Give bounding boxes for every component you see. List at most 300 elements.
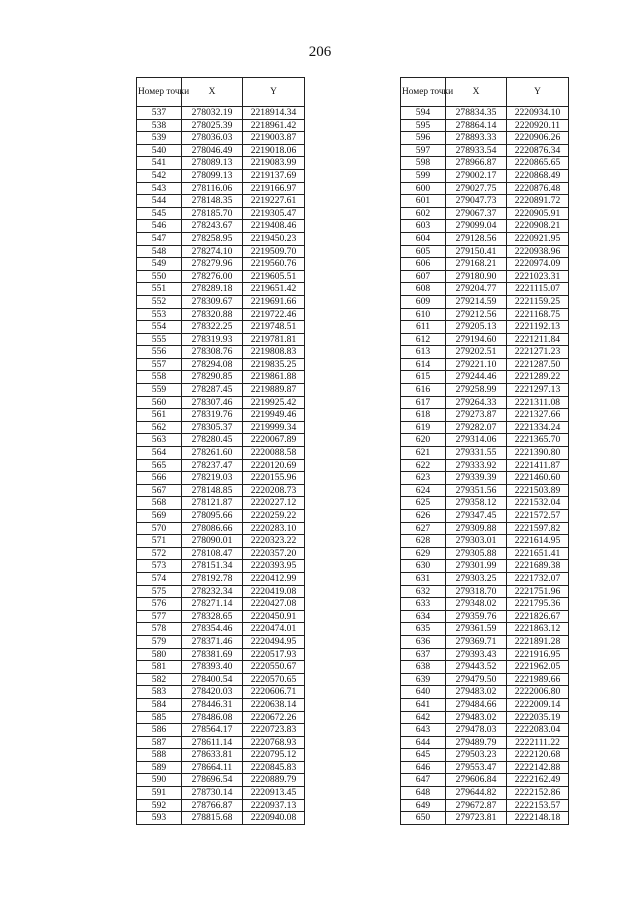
table-row xyxy=(137,195,305,208)
cell-x: 278287.45 xyxy=(182,384,243,397)
cell-point-number: 624 xyxy=(401,484,446,497)
cell-point-number: 573 xyxy=(137,560,182,573)
cell-y: 2220768.93 xyxy=(243,736,305,749)
cell-y: 2221168.75 xyxy=(507,308,569,321)
cell-x: 278893.33 xyxy=(446,132,507,145)
cell-x: 278095.66 xyxy=(182,510,243,523)
cell-x: 279314.06 xyxy=(446,434,507,447)
cell-y: 2221311.08 xyxy=(507,396,569,409)
cell-point-number: 586 xyxy=(137,724,182,737)
cell-point-number: 543 xyxy=(137,182,182,195)
table-row xyxy=(401,472,569,485)
cell-x: 279305.88 xyxy=(446,547,507,560)
cell-x: 279351.56 xyxy=(446,484,507,497)
cell-y: 2221614.95 xyxy=(507,535,569,548)
table-row xyxy=(401,598,569,611)
cell-point-number: 565 xyxy=(137,459,182,472)
cell-x: 279264.33 xyxy=(446,396,507,409)
cell-point-number: 596 xyxy=(401,132,446,145)
cell-y: 2221916.95 xyxy=(507,648,569,661)
table-row xyxy=(401,283,569,296)
table-row xyxy=(137,270,305,283)
cell-point-number: 537 xyxy=(137,107,182,120)
cell-y: 2219083.99 xyxy=(243,157,305,170)
table-row xyxy=(137,308,305,321)
cell-point-number: 549 xyxy=(137,258,182,271)
cell-y: 2220938.96 xyxy=(507,245,569,258)
table-row xyxy=(137,749,305,762)
table-row xyxy=(401,371,569,384)
table-row xyxy=(401,384,569,397)
cell-x: 278420.03 xyxy=(182,686,243,699)
cell-y: 2220913.45 xyxy=(243,787,305,800)
cell-y: 2222111.22 xyxy=(507,736,569,749)
table-row xyxy=(137,572,305,585)
cell-x: 279479.50 xyxy=(446,673,507,686)
cell-x: 278305.37 xyxy=(182,421,243,434)
cell-point-number: 585 xyxy=(137,711,182,724)
cell-x: 279214.59 xyxy=(446,295,507,308)
table-row xyxy=(401,736,569,749)
cell-y: 2221651.41 xyxy=(507,547,569,560)
cell-y: 2221751.96 xyxy=(507,585,569,598)
cell-y: 2220323.22 xyxy=(243,535,305,548)
cell-y: 2219450.23 xyxy=(243,232,305,245)
cell-point-number: 645 xyxy=(401,749,446,762)
cell-y: 2220865.65 xyxy=(507,157,569,170)
cell-x: 278354.46 xyxy=(182,623,243,636)
cell-x: 278933.54 xyxy=(446,144,507,157)
table-row xyxy=(401,144,569,157)
table-row xyxy=(137,396,305,409)
table-row xyxy=(137,434,305,447)
cell-point-number: 575 xyxy=(137,585,182,598)
cell-x: 278151.34 xyxy=(182,560,243,573)
cell-y: 2220868.49 xyxy=(507,169,569,182)
table-row xyxy=(137,560,305,573)
cell-x: 278834.35 xyxy=(446,107,507,120)
cell-point-number: 552 xyxy=(137,295,182,308)
cell-y: 2220672.26 xyxy=(243,711,305,724)
cell-x: 279303.25 xyxy=(446,572,507,585)
table-row xyxy=(401,497,569,510)
cell-x: 279553.47 xyxy=(446,761,507,774)
table-row xyxy=(137,220,305,233)
table-row xyxy=(401,698,569,711)
coordinates-table-left xyxy=(136,77,305,825)
cell-x: 279348.02 xyxy=(446,598,507,611)
table-header-row xyxy=(137,78,305,107)
cell-point-number: 588 xyxy=(137,749,182,762)
cell-x: 279393.43 xyxy=(446,648,507,661)
cell-x: 278319.93 xyxy=(182,333,243,346)
cell-x: 278393.40 xyxy=(182,661,243,674)
cell-point-number: 574 xyxy=(137,572,182,585)
cell-x: 278400.54 xyxy=(182,673,243,686)
cell-x: 278099.13 xyxy=(182,169,243,182)
cell-y: 2220393.95 xyxy=(243,560,305,573)
cell-point-number: 550 xyxy=(137,270,182,283)
cell-point-number: 541 xyxy=(137,157,182,170)
cell-x: 279282.07 xyxy=(446,421,507,434)
cell-x: 279309.88 xyxy=(446,522,507,535)
cell-y: 2222006.80 xyxy=(507,686,569,699)
table-row xyxy=(137,207,305,220)
cell-y: 2219808.83 xyxy=(243,346,305,359)
cell-point-number: 635 xyxy=(401,623,446,636)
cell-y: 2220920.11 xyxy=(507,119,569,132)
cell-y: 2222152.86 xyxy=(507,787,569,800)
cell-x: 278036.03 xyxy=(182,132,243,145)
cell-point-number: 611 xyxy=(401,321,446,334)
cell-x: 279484.66 xyxy=(446,698,507,711)
cell-y: 2221289.22 xyxy=(507,371,569,384)
cell-y: 2219861.88 xyxy=(243,371,305,384)
cell-x: 279489.79 xyxy=(446,736,507,749)
cell-x: 278148.85 xyxy=(182,484,243,497)
table-row xyxy=(137,535,305,548)
table-row xyxy=(137,585,305,598)
table-row xyxy=(137,812,305,825)
cell-x: 278219.03 xyxy=(182,472,243,485)
cell-x: 279723.81 xyxy=(446,812,507,825)
cell-x: 278381.69 xyxy=(182,648,243,661)
cell-x: 279150.41 xyxy=(446,245,507,258)
table-row xyxy=(401,610,569,623)
cell-x: 278232.34 xyxy=(182,585,243,598)
cell-x: 278289.18 xyxy=(182,283,243,296)
cell-y: 2221826.67 xyxy=(507,610,569,623)
table-row xyxy=(401,157,569,170)
table-row xyxy=(401,774,569,787)
cell-point-number: 639 xyxy=(401,673,446,686)
cell-point-number: 616 xyxy=(401,384,446,397)
cell-y: 2220606.71 xyxy=(243,686,305,699)
table-row xyxy=(137,673,305,686)
cell-y: 2220921.95 xyxy=(507,232,569,245)
cell-point-number: 633 xyxy=(401,598,446,611)
cell-point-number: 615 xyxy=(401,371,446,384)
cell-point-number: 638 xyxy=(401,661,446,674)
cell-point-number: 592 xyxy=(137,799,182,812)
cell-x: 278290.85 xyxy=(182,371,243,384)
header-x: X xyxy=(182,78,243,107)
cell-point-number: 630 xyxy=(401,560,446,573)
table-row xyxy=(137,610,305,623)
cell-x: 278633.81 xyxy=(182,749,243,762)
table-row xyxy=(137,169,305,182)
cell-x: 278090.01 xyxy=(182,535,243,548)
cell-y: 2220940.08 xyxy=(243,812,305,825)
cell-x: 278664.11 xyxy=(182,761,243,774)
cell-x: 278046.49 xyxy=(182,144,243,157)
cell-y: 2219166.97 xyxy=(243,182,305,195)
table-row xyxy=(401,484,569,497)
cell-x: 278089.13 xyxy=(182,157,243,170)
cell-x: 278108.47 xyxy=(182,547,243,560)
cell-x: 278328.65 xyxy=(182,610,243,623)
cell-point-number: 576 xyxy=(137,598,182,611)
cell-point-number: 590 xyxy=(137,774,182,787)
header-x: X xyxy=(446,78,507,107)
table-row xyxy=(401,522,569,535)
cell-x: 279244.46 xyxy=(446,371,507,384)
cell-x: 279301.99 xyxy=(446,560,507,573)
cell-x: 278446.31 xyxy=(182,698,243,711)
cell-y: 2219509.70 xyxy=(243,245,305,258)
cell-y: 2219748.51 xyxy=(243,321,305,334)
table-row xyxy=(137,698,305,711)
cell-point-number: 603 xyxy=(401,220,446,233)
cell-y: 2219999.34 xyxy=(243,421,305,434)
table-row xyxy=(401,661,569,674)
cell-y: 2219003.87 xyxy=(243,132,305,145)
table-row xyxy=(401,459,569,472)
cell-y: 2221115.07 xyxy=(507,283,569,296)
table-row xyxy=(137,497,305,510)
cell-x: 279273.87 xyxy=(446,409,507,422)
cell-y: 2221732.07 xyxy=(507,572,569,585)
table-row xyxy=(137,447,305,460)
table-row xyxy=(137,799,305,812)
table-row xyxy=(137,648,305,661)
cell-y: 2219781.81 xyxy=(243,333,305,346)
cell-y: 2220357.20 xyxy=(243,547,305,560)
header-point-number: Номер точки xyxy=(137,78,182,107)
cell-x: 278730.14 xyxy=(182,787,243,800)
cell-x: 279483.02 xyxy=(446,711,507,724)
cell-y: 2220795.12 xyxy=(243,749,305,762)
cell-y: 2221863.12 xyxy=(507,623,569,636)
table-row xyxy=(401,447,569,460)
cell-y: 2220889.79 xyxy=(243,774,305,787)
cell-y: 2221211.84 xyxy=(507,333,569,346)
cell-point-number: 602 xyxy=(401,207,446,220)
cell-y: 2220427.08 xyxy=(243,598,305,611)
cell-x: 279067.37 xyxy=(446,207,507,220)
cell-point-number: 604 xyxy=(401,232,446,245)
cell-y: 2220450.91 xyxy=(243,610,305,623)
cell-y: 2220876.48 xyxy=(507,182,569,195)
table-row xyxy=(401,321,569,334)
table-row xyxy=(137,119,305,132)
cell-point-number: 600 xyxy=(401,182,446,195)
cell-y: 2221460.60 xyxy=(507,472,569,485)
table-row xyxy=(137,459,305,472)
cell-point-number: 558 xyxy=(137,371,182,384)
cell-point-number: 595 xyxy=(401,119,446,132)
cell-x: 279331.55 xyxy=(446,447,507,460)
cell-y: 2219835.25 xyxy=(243,358,305,371)
cell-y: 2220937.13 xyxy=(243,799,305,812)
cell-x: 278276.00 xyxy=(182,270,243,283)
table-row xyxy=(401,396,569,409)
cell-x: 279128.56 xyxy=(446,232,507,245)
cell-x: 278564.17 xyxy=(182,724,243,737)
table-row xyxy=(401,547,569,560)
cell-point-number: 622 xyxy=(401,459,446,472)
table-row xyxy=(137,686,305,699)
cell-point-number: 570 xyxy=(137,522,182,535)
cell-point-number: 605 xyxy=(401,245,446,258)
cell-y: 2220876.34 xyxy=(507,144,569,157)
table-row xyxy=(137,157,305,170)
cell-y: 2220905.91 xyxy=(507,207,569,220)
cell-point-number: 540 xyxy=(137,144,182,157)
cell-x: 278864.14 xyxy=(446,119,507,132)
cell-x: 278307.46 xyxy=(182,396,243,409)
cell-x: 278237.47 xyxy=(182,459,243,472)
cell-x: 279258.99 xyxy=(446,384,507,397)
table-row xyxy=(137,522,305,535)
cell-y: 2222035.19 xyxy=(507,711,569,724)
cell-point-number: 577 xyxy=(137,610,182,623)
cell-y: 2220906.26 xyxy=(507,132,569,145)
cell-y: 2220227.12 xyxy=(243,497,305,510)
cell-x: 279318.70 xyxy=(446,585,507,598)
table-row xyxy=(401,182,569,195)
cell-x: 279359.76 xyxy=(446,610,507,623)
cell-y: 2220259.22 xyxy=(243,510,305,523)
table-row xyxy=(401,635,569,648)
cell-x: 278258.95 xyxy=(182,232,243,245)
table-row xyxy=(401,270,569,283)
cell-x: 278966.87 xyxy=(446,157,507,170)
cell-x: 278025.39 xyxy=(182,119,243,132)
cell-y: 2220120.69 xyxy=(243,459,305,472)
cell-x: 278319.76 xyxy=(182,409,243,422)
cell-y: 2221365.70 xyxy=(507,434,569,447)
table-row xyxy=(401,232,569,245)
cell-point-number: 571 xyxy=(137,535,182,548)
cell-y: 2219305.47 xyxy=(243,207,305,220)
cell-x: 278192.78 xyxy=(182,572,243,585)
cell-point-number: 554 xyxy=(137,321,182,334)
cell-point-number: 547 xyxy=(137,232,182,245)
cell-point-number: 553 xyxy=(137,308,182,321)
table-row xyxy=(137,421,305,434)
cell-point-number: 548 xyxy=(137,245,182,258)
cell-y: 2219560.76 xyxy=(243,258,305,271)
cell-point-number: 620 xyxy=(401,434,446,447)
cell-x: 278086.66 xyxy=(182,522,243,535)
cell-point-number: 623 xyxy=(401,472,446,485)
cell-point-number: 631 xyxy=(401,572,446,585)
cell-y: 2219018.06 xyxy=(243,144,305,157)
cell-x: 279099.04 xyxy=(446,220,507,233)
cell-y: 2221989.66 xyxy=(507,673,569,686)
table-row xyxy=(401,623,569,636)
cell-point-number: 642 xyxy=(401,711,446,724)
cell-y: 2220088.58 xyxy=(243,447,305,460)
cell-x: 278309.67 xyxy=(182,295,243,308)
table-row xyxy=(401,787,569,800)
cell-y: 2221597.82 xyxy=(507,522,569,535)
page-number: 206 xyxy=(308,44,332,60)
cell-x: 279002.17 xyxy=(446,169,507,182)
cell-y: 2220974.09 xyxy=(507,258,569,271)
cell-point-number: 572 xyxy=(137,547,182,560)
table-row xyxy=(401,560,569,573)
cell-y: 2222120.68 xyxy=(507,749,569,762)
table-row xyxy=(137,358,305,371)
table-header-row xyxy=(401,78,569,107)
table-row xyxy=(401,434,569,447)
cell-x: 279361.59 xyxy=(446,623,507,636)
cell-y: 2219408.46 xyxy=(243,220,305,233)
cell-x: 278243.67 xyxy=(182,220,243,233)
cell-point-number: 542 xyxy=(137,169,182,182)
cell-point-number: 650 xyxy=(401,812,446,825)
cell-x: 279204.77 xyxy=(446,283,507,296)
coordinates-table-right xyxy=(400,77,569,825)
table-row xyxy=(401,749,569,762)
cell-x: 278322.25 xyxy=(182,321,243,334)
table-row xyxy=(401,295,569,308)
table-row xyxy=(401,761,569,774)
table-row xyxy=(401,673,569,686)
table-row xyxy=(137,384,305,397)
cell-y: 2219925.42 xyxy=(243,396,305,409)
cell-y: 2220891.72 xyxy=(507,195,569,208)
cell-point-number: 557 xyxy=(137,358,182,371)
table-row xyxy=(137,761,305,774)
table-row xyxy=(401,686,569,699)
cell-point-number: 566 xyxy=(137,472,182,485)
cell-x: 279347.45 xyxy=(446,510,507,523)
table-row xyxy=(137,787,305,800)
cell-point-number: 578 xyxy=(137,623,182,636)
table-row xyxy=(137,333,305,346)
cell-point-number: 555 xyxy=(137,333,182,346)
cell-y: 2222153.57 xyxy=(507,799,569,812)
cell-y: 2221795.36 xyxy=(507,598,569,611)
table-row xyxy=(137,724,305,737)
table-row xyxy=(137,409,305,422)
cell-point-number: 584 xyxy=(137,698,182,711)
cell-point-number: 560 xyxy=(137,396,182,409)
cell-point-number: 569 xyxy=(137,510,182,523)
cell-point-number: 609 xyxy=(401,295,446,308)
cell-x: 279047.73 xyxy=(446,195,507,208)
cell-y: 2221023.31 xyxy=(507,270,569,283)
cell-point-number: 619 xyxy=(401,421,446,434)
cell-point-number: 599 xyxy=(401,169,446,182)
table-row xyxy=(401,421,569,434)
cell-y: 2219949.46 xyxy=(243,409,305,422)
cell-y: 2220723.83 xyxy=(243,724,305,737)
cell-x: 279027.75 xyxy=(446,182,507,195)
cell-x: 279443.52 xyxy=(446,661,507,674)
cell-point-number: 597 xyxy=(401,144,446,157)
cell-y: 2219691.66 xyxy=(243,295,305,308)
table-row xyxy=(401,258,569,271)
cell-y: 2221962.05 xyxy=(507,661,569,674)
cell-x: 278815.68 xyxy=(182,812,243,825)
table-row xyxy=(401,207,569,220)
table-row xyxy=(401,220,569,233)
table-row xyxy=(401,308,569,321)
cell-y: 2220155.96 xyxy=(243,472,305,485)
cell-point-number: 593 xyxy=(137,812,182,825)
cell-x: 278308.76 xyxy=(182,346,243,359)
cell-y: 2218914.34 xyxy=(243,107,305,120)
table-row xyxy=(401,358,569,371)
cell-y: 2221192.13 xyxy=(507,321,569,334)
cell-point-number: 626 xyxy=(401,510,446,523)
table-row xyxy=(137,321,305,334)
table-row xyxy=(137,258,305,271)
